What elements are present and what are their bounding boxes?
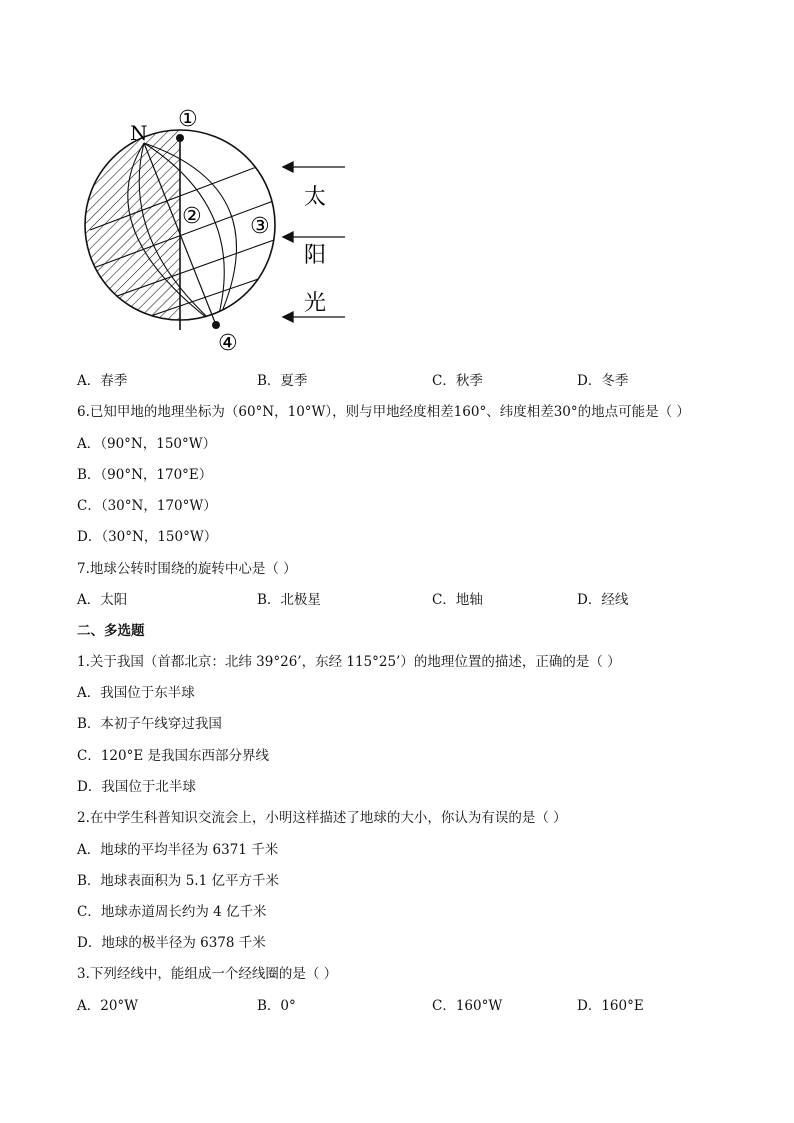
m1-option-d[interactable]: D．我国位于北半球 xyxy=(77,779,196,795)
point-4-dot xyxy=(212,321,220,329)
section-heading-multiple-choice: 二、多选题 xyxy=(77,623,145,639)
q6-option-d[interactable]: D．（30°N，150°W） xyxy=(77,529,218,545)
point-3-label: ③ xyxy=(250,214,270,239)
m2-option-c[interactable]: C．地球赤道周长约为 4 亿千米 xyxy=(77,904,267,920)
m1-option-c[interactable]: C．120°E 是我国东西部分界线 xyxy=(77,748,269,764)
q6-option-c[interactable]: C．（30°N，170°W） xyxy=(77,498,217,514)
m2-option-b[interactable]: B．地球表面积为 5.1 亿平方千米 xyxy=(77,873,279,889)
q5-option-c[interactable]: C．秋季 xyxy=(432,373,483,389)
q7-option-b[interactable]: B．北极星 xyxy=(257,592,321,608)
sun-label-2: 阳 xyxy=(304,243,327,268)
m2-stem: 2.在中学生科普知识交流会上，小明这样描述了地球的大小，你认为有误的是（ ） xyxy=(77,810,567,826)
point-4-label: ④ xyxy=(218,331,238,356)
m3-option-a[interactable]: A．20°W xyxy=(77,998,139,1014)
sun-label-3: 光 xyxy=(304,291,327,316)
m2-option-d[interactable]: D．地球的极半径为 6378 千米 xyxy=(77,935,266,951)
sun-label-1: 太 xyxy=(304,185,327,210)
q6-option-b[interactable]: B．（90°N，170°E） xyxy=(77,467,213,483)
point-1-dot xyxy=(176,134,184,142)
m2-option-a[interactable]: A．地球的平均半径为 6371 千米 xyxy=(77,842,279,858)
m3-stem: 3.下列经线中，能组成一个经线圈的是（ ） xyxy=(77,966,338,982)
night-hemisphere xyxy=(80,120,180,340)
globe-illumination-diagram xyxy=(80,100,360,360)
m1-option-b[interactable]: B．本初子午线穿过我国 xyxy=(77,716,222,732)
globe-svg xyxy=(80,100,360,360)
q7-option-d[interactable]: D．经线 xyxy=(577,592,629,608)
q6-stem: 6.已知甲地的地理坐标为（60°N，10°W），则与甲地经度相差160°、纬度相差30°的地点可能是（ ） xyxy=(77,404,690,420)
m3-option-b[interactable]: B．0° xyxy=(257,998,296,1014)
q5-option-d[interactable]: D．冬季 xyxy=(577,373,629,389)
q5-option-b[interactable]: B．夏季 xyxy=(257,373,308,389)
m3-option-d[interactable]: D．160°E xyxy=(577,998,644,1014)
q7-option-a[interactable]: A．太阳 xyxy=(77,592,128,608)
point-2-label: ② xyxy=(182,204,202,229)
m1-stem: 1.关于我国（首都北京：北纬 39°26’，东经 115°25’）的地理位置的描述，正确的是（ ） xyxy=(77,654,621,670)
q7-option-c[interactable]: C．地轴 xyxy=(432,592,483,608)
q6-option-a[interactable]: A．（90°N，150°W） xyxy=(77,436,217,452)
q5-option-a[interactable]: A．春季 xyxy=(77,373,128,389)
m3-option-c[interactable]: C．160°W xyxy=(432,998,503,1014)
m1-option-a[interactable]: A．我国位于东半球 xyxy=(77,685,195,701)
q7-stem: 7.地球公转时围绕的旋转中心是（ ） xyxy=(77,561,297,577)
north-label: N xyxy=(130,121,148,145)
point-1-label: ① xyxy=(178,107,198,132)
